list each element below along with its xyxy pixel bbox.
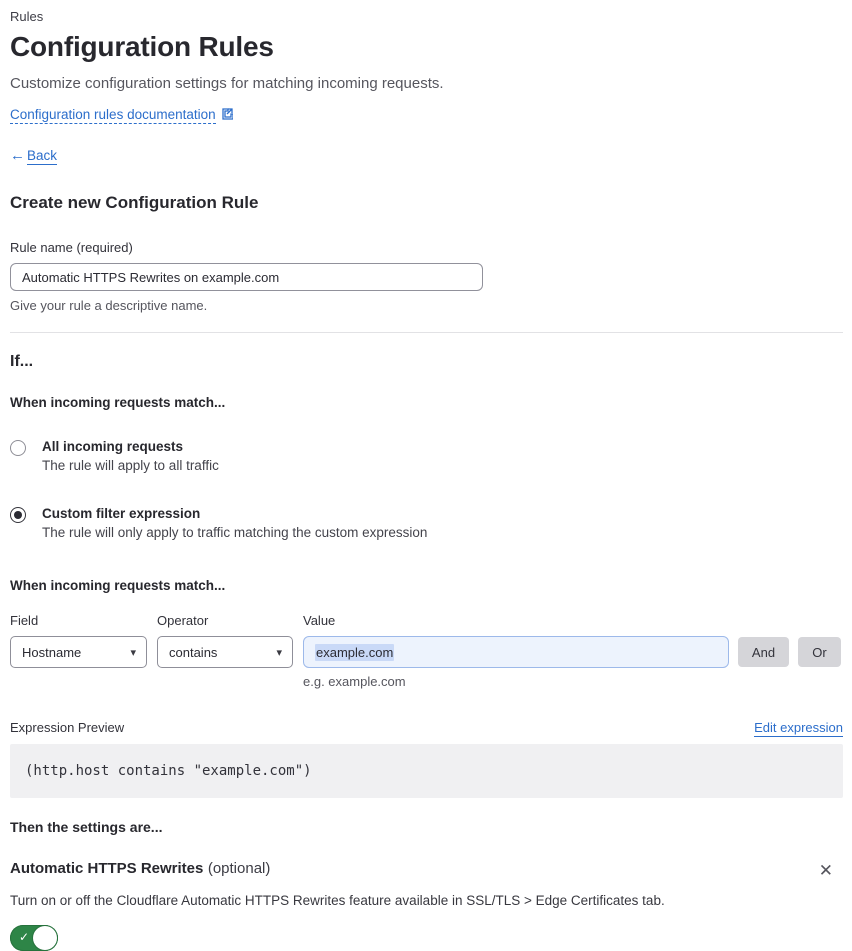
value-help-text: e.g. example.com bbox=[303, 674, 406, 689]
rule-name-input[interactable] bbox=[10, 263, 483, 291]
field-label: Field bbox=[10, 613, 39, 628]
and-button[interactable]: And bbox=[738, 637, 789, 667]
if-heading: If... bbox=[10, 353, 34, 370]
toggle-knob bbox=[33, 926, 57, 950]
check-icon: ✓ bbox=[19, 930, 30, 944]
edit-expression-link-text: Edit expression bbox=[754, 720, 843, 735]
rule-name-help: Give your rule a descriptive name. bbox=[10, 298, 208, 313]
value-label: Value bbox=[303, 613, 336, 628]
page-subtitle: Customize configuration settings for matching incoming requests. bbox=[10, 75, 444, 92]
section-title-create-rule: Create new Configuration Rule bbox=[10, 193, 259, 212]
or-button[interactable]: Or bbox=[798, 637, 841, 667]
edit-expression-link[interactable] bbox=[754, 720, 843, 735]
radio-option-label: Custom filter expression bbox=[42, 506, 201, 521]
radio-option-description: The rule will only apply to traffic matching the custom expression bbox=[42, 525, 428, 540]
automatic-https-rewrites-toggle[interactable] bbox=[10, 925, 58, 951]
expression-preview-label: Expression Preview bbox=[10, 720, 125, 735]
radio-option-description: The rule will apply to all traffic bbox=[42, 458, 219, 473]
back-arrow-icon: ← bbox=[10, 147, 25, 164]
operator-select-value: contains bbox=[169, 644, 218, 660]
expression-preview-code: (http.host contains "example.com") bbox=[10, 744, 843, 798]
breadcrumb: Rules bbox=[10, 9, 44, 24]
page-title: Configuration Rules bbox=[10, 31, 274, 62]
radio-option-label: All incoming requests bbox=[42, 439, 184, 454]
builder-heading: When incoming requests match... bbox=[10, 578, 226, 593]
then-heading: Then the settings are... bbox=[10, 819, 163, 835]
chevron-down-icon: ▾ bbox=[130, 646, 136, 659]
radio-checked-icon[interactable] bbox=[10, 507, 26, 523]
field-select-value: Hostname bbox=[22, 644, 82, 660]
operator-select[interactable] bbox=[157, 636, 293, 668]
section-divider bbox=[10, 332, 843, 333]
back-link[interactable] bbox=[10, 148, 57, 163]
radio-option-all-requests[interactable] bbox=[10, 439, 843, 473]
radio-unchecked-icon[interactable] bbox=[10, 440, 26, 456]
value-input[interactable] bbox=[303, 636, 729, 668]
setting-name: Automatic HTTPS Rewrites bbox=[10, 860, 204, 877]
operator-label: Operator bbox=[157, 613, 209, 628]
setting-description: Turn on or off the Cloudflare Automatic HTTPS Rewrites feature available in SSL/TLS > Edge Certificates tab. bbox=[10, 893, 665, 908]
documentation-link-text: Configuration rules documentation bbox=[10, 107, 216, 122]
radio-option-custom-expression[interactable] bbox=[10, 506, 843, 540]
documentation-link[interactable] bbox=[10, 107, 233, 122]
chevron-down-icon: ▾ bbox=[276, 646, 282, 659]
setting-title bbox=[10, 860, 270, 878]
external-link-icon bbox=[221, 108, 233, 123]
rule-name-label: Rule name (required) bbox=[10, 240, 133, 255]
setting-optional-tag: (optional) bbox=[207, 860, 271, 877]
close-icon[interactable]: ✕ bbox=[818, 861, 833, 880]
back-link-text: Back bbox=[27, 148, 58, 163]
match-heading: When incoming requests match... bbox=[10, 395, 226, 410]
value-input-text: example.com bbox=[316, 644, 394, 660]
field-select[interactable] bbox=[10, 636, 147, 668]
